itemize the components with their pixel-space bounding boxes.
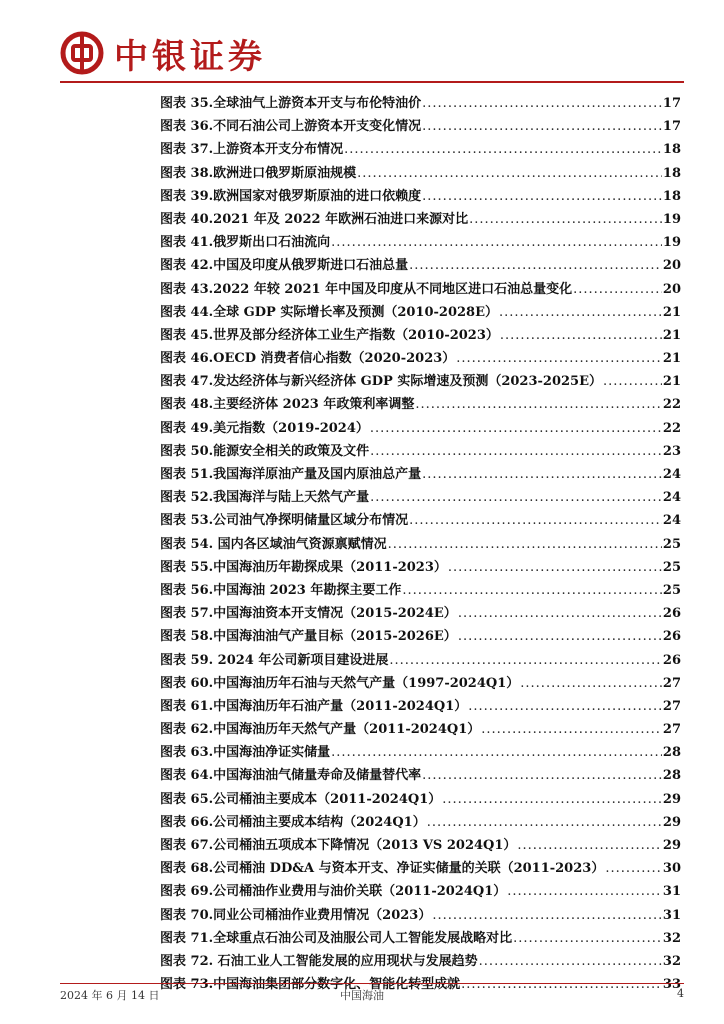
toc-entry-page: 18: [662, 142, 681, 158]
toc-leader-dots: [422, 115, 662, 138]
toc-leader-dots: [422, 764, 662, 787]
toc-entry-title: 图表 35.全球油气上游资本开支与布伦特油价: [160, 96, 422, 111]
toc-entry-title: 图表 41.俄罗斯出口石油流向: [160, 235, 331, 251]
toc-entry-page: 29: [662, 838, 681, 853]
toc-entry[interactable]: [160, 834, 681, 857]
toc-entry[interactable]: [160, 347, 681, 370]
toc-leader-dots: [499, 301, 662, 324]
toc-leader-dots: [389, 649, 662, 672]
toc-entry-page: 29: [662, 814, 681, 830]
toc-leader-dots: [415, 393, 662, 416]
toc-entry-title: 图表 65.公司桶油主要成本（2011-2024Q1）: [160, 791, 442, 807]
toc-entry-title: 图表 54. 国内各区域油气资源禀赋情况: [160, 536, 387, 552]
toc-entry-title: 图表 52.我国海洋与陆上天然气产量: [160, 490, 370, 506]
toc-entry-title: 图表 68.公司桶油 DD&A 与资本开支、净证实储量的关联（2011-2023）: [160, 861, 605, 877]
toc-leader-dots: [520, 672, 662, 695]
toc-leader-dots: [468, 695, 662, 718]
toc-entry-page: 20: [662, 258, 681, 274]
toc-leader-dots: [370, 486, 662, 509]
toc-entry-page: 25: [662, 582, 681, 598]
toc-entry-page: 23: [662, 443, 681, 459]
toc-leader-dots: [605, 857, 662, 880]
toc-leader-dots: [432, 904, 662, 927]
toc-leader-dots: [357, 162, 662, 185]
toc-entry-title: 图表 72. 石油工业人工智能发展的应用现状与发展趋势: [160, 953, 478, 969]
toc-entry[interactable]: [160, 741, 681, 764]
toc-entry[interactable]: [160, 486, 681, 509]
toc-leader-dots: [456, 347, 662, 370]
toc-entry[interactable]: [160, 672, 681, 695]
toc-entry-title: 图表 69.公司桶油作业费用与油价关联（2011-2024Q1）: [160, 884, 507, 900]
toc-entry-title: 图表 44.全球 GDP 实际增长率及预测（2010-2028E）: [160, 304, 499, 320]
toc-entry[interactable]: [160, 788, 681, 811]
toc-entry-page: 25: [662, 559, 681, 575]
toc-entry-page: 30: [662, 861, 681, 877]
toc-entry-page: 32: [662, 953, 681, 969]
toc-entry-title: 图表 48.主要经济体 2023 年政策利率调整: [160, 397, 415, 413]
toc-leader-dots: [402, 579, 662, 602]
toc-entry[interactable]: [160, 556, 681, 579]
toc-entry[interactable]: [160, 115, 681, 138]
footer-date: 2024 年 6 月 14 日: [60, 989, 160, 1002]
toc-entry-title: 图表 62.中国海油历年天然气产量（2011-2024Q1）: [160, 722, 481, 738]
toc-entry[interactable]: [160, 857, 681, 880]
toc-entry-page: 26: [662, 629, 681, 645]
toc-leader-dots: [479, 950, 662, 973]
toc-entry-page: 22: [662, 420, 681, 436]
toc-entry-title: 图表 46.OECD 消费者信心指数（2020-2023）: [160, 351, 456, 367]
toc-leader-dots: [422, 92, 662, 115]
toc-leader-dots: [409, 254, 662, 277]
brand-name: 中银证券: [114, 36, 266, 77]
toc-entry-page: 29: [662, 791, 681, 807]
toc-entry-page: 21: [662, 327, 681, 343]
toc-entry[interactable]: [160, 764, 681, 787]
toc-entry-title: 图表 40.2021 年及 2022 年欧洲石油进口来源对比: [160, 211, 469, 227]
toc-entry-title: 图表 73.中国海油集团部分数字化、智能化转型成就: [160, 977, 461, 993]
toc-entry[interactable]: [160, 231, 681, 254]
toc-entry[interactable]: [160, 208, 681, 231]
toc-entry-page: 19: [662, 211, 681, 227]
toc-entry[interactable]: [160, 324, 681, 347]
toc-entry-title: 图表 56.中国海油 2023 年勘探主要工作: [160, 582, 402, 598]
toc-entry-page: 21: [662, 304, 681, 320]
toc-entry[interactable]: [160, 162, 681, 185]
toc-entry-title: 图表 61.中国海油历年石油产量（2011-2024Q1）: [160, 698, 468, 714]
toc-entry[interactable]: [160, 440, 681, 463]
toc-entry-page: 26: [662, 652, 681, 668]
toc-leader-dots: [469, 208, 662, 231]
toc-entry-title: 图表 42.中国及印度从俄罗斯进口石油总量: [160, 258, 409, 274]
toc-leader-dots: [481, 718, 662, 741]
toc-entry[interactable]: [160, 718, 681, 741]
toc-entry[interactable]: [160, 463, 681, 486]
toc-leader-dots: [427, 811, 662, 834]
toc-entry-title: 图表 57.中国海油资本开支情况（2015-2024E）: [160, 606, 457, 622]
toc-entry-title: 图表 66.公司桶油主要成本结构（2024Q1）: [160, 814, 426, 830]
toc-entry-page: 27: [662, 722, 681, 738]
footer-page-number: 4: [677, 987, 684, 1000]
toc-leader-dots: [422, 463, 662, 486]
toc-leader-dots: [513, 927, 662, 950]
toc-entry-page: 22: [662, 397, 681, 413]
toc-entry[interactable]: [160, 509, 681, 532]
toc-leader-dots: [388, 533, 662, 556]
toc-entry-title: 图表 71.全球重点石油公司及油服公司人工智能发展战略对比: [160, 930, 513, 946]
toc-entry[interactable]: [160, 950, 681, 973]
toc-entry-page: 26: [662, 606, 681, 622]
toc-entry[interactable]: [160, 393, 681, 416]
toc-entry-title: 图表 70.同业公司桶油作业费用情况（2023）: [160, 907, 432, 923]
toc-leader-dots: [517, 834, 662, 857]
toc-leader-dots: [331, 231, 662, 254]
toc-entry-page: 28: [662, 768, 681, 784]
header: [60, 28, 266, 78]
toc-entry[interactable]: [160, 811, 681, 834]
toc-entry-page: 19: [662, 235, 681, 251]
toc-entry-title: 图表 51.我国海洋原油产量及国内原油总产量: [160, 467, 422, 482]
toc-leader-dots: [573, 278, 662, 301]
toc-leader-dots: [500, 324, 662, 347]
toc-entry[interactable]: [160, 579, 681, 602]
toc-leader-dots: [370, 440, 662, 463]
toc-entry-title: 图表 60.中国海油历年石油与天然气产量（1997-2024Q1）: [160, 675, 520, 691]
header-divider: [60, 81, 684, 83]
toc-entry[interactable]: [160, 649, 681, 672]
toc-entry[interactable]: [160, 533, 681, 556]
toc-entry-page: 20: [662, 281, 681, 297]
toc-leader-dots: [370, 417, 662, 440]
toc-entry[interactable]: [160, 370, 681, 393]
toc-entry-title: 图表 39.欧洲国家对俄罗斯原油的进口依赖度: [160, 188, 422, 204]
toc-entry-page: 27: [662, 698, 681, 714]
toc-entry-page: 27: [662, 675, 681, 691]
toc-leader-dots: [422, 185, 662, 208]
toc-leader-dots: [344, 138, 662, 161]
toc-leader-dots: [442, 788, 662, 811]
toc-entry-title: 图表 37.上游资本开支分布情况: [160, 142, 344, 158]
toc-entry-page: 33: [662, 977, 681, 993]
toc-entry-page: 17: [662, 96, 681, 111]
toc-entry-title: 图表 67.公司桶油五项成本下降情况（2013 VS 2024Q1）: [160, 838, 517, 853]
toc-entry[interactable]: [160, 602, 681, 625]
toc-entry[interactable]: [160, 927, 681, 950]
toc-leader-dots: [458, 602, 662, 625]
toc-entry-title: 图表 36.不同石油公司上游资本开支变化情况: [160, 119, 422, 135]
toc-entry-page: 17: [662, 119, 681, 135]
toc-leader-dots: [448, 556, 662, 579]
toc-entry[interactable]: [160, 904, 681, 927]
toc-entry-title: 图表 38.欧洲进口俄罗斯原油规模: [160, 165, 357, 181]
toc-leader-dots: [603, 370, 662, 393]
toc-leader-dots: [507, 880, 662, 903]
toc-entry[interactable]: [160, 138, 681, 161]
toc-entry-title: 图表 53.公司油气净探明储量区域分布情况: [160, 513, 409, 529]
toc-entry-title: 图表 55.中国海油历年勘探成果（2011-2023）: [160, 559, 447, 575]
toc-entry-title: 图表 58.中国海油油气产量目标（2015-2026E）: [160, 629, 457, 645]
toc-entry-page: 31: [662, 884, 681, 900]
toc-entry-page: 32: [662, 930, 681, 946]
toc-entry[interactable]: [160, 301, 681, 324]
toc-entry-page: 21: [662, 351, 681, 367]
footer-divider: [60, 983, 684, 984]
toc-entry-page: 24: [662, 513, 681, 529]
toc-entry-page: 25: [662, 536, 681, 552]
toc-leader-dots: [409, 509, 662, 532]
toc-entry-title: 图表 64.中国海油油气储量寿命及储量替代率: [160, 768, 422, 784]
toc-entry-title: 图表 49.美元指数（2019-2024）: [160, 420, 369, 436]
toc-entry-page: 18: [662, 188, 681, 204]
toc-entry[interactable]: [160, 880, 681, 903]
toc-entry-page: 24: [662, 467, 681, 482]
toc-entry-title: 图表 59. 2024 年公司新项目建设进展: [160, 652, 389, 668]
bank-of-china-logo-icon: [60, 31, 104, 75]
toc-entry[interactable]: [160, 254, 681, 277]
toc-entry-title: 图表 50.能源安全相关的政策及文件: [160, 443, 370, 459]
toc-entry-page: 18: [662, 165, 681, 181]
toc-entry-title: 图表 47.发达经济体与新兴经济体 GDP 实际增速及预测（2023-2025E）: [160, 374, 603, 390]
footer-company: 中国海油: [340, 989, 384, 1002]
toc-entry[interactable]: [160, 625, 681, 648]
toc-entry-title: 图表 43.2022 年较 2021 年中国及印度从不同地区进口石油总量变化: [160, 281, 573, 297]
toc-entry[interactable]: [160, 185, 681, 208]
toc-entry-page: 31: [662, 907, 681, 923]
toc-entry-page: 28: [662, 745, 681, 761]
toc-entry-page: 21: [662, 374, 681, 390]
toc-entry[interactable]: [160, 417, 681, 440]
table-of-figures: [160, 92, 681, 996]
toc-entry-page: 24: [662, 490, 681, 506]
toc-entry-title: 图表 45.世界及部分经济体工业生产指数（2010-2023）: [160, 327, 499, 343]
toc-entry-title: 图表 63.中国海油净证实储量: [160, 745, 331, 761]
toc-entry[interactable]: [160, 92, 681, 115]
toc-entry[interactable]: [160, 278, 681, 301]
toc-leader-dots: [331, 741, 662, 764]
toc-leader-dots: [458, 625, 662, 648]
toc-entry[interactable]: [160, 695, 681, 718]
